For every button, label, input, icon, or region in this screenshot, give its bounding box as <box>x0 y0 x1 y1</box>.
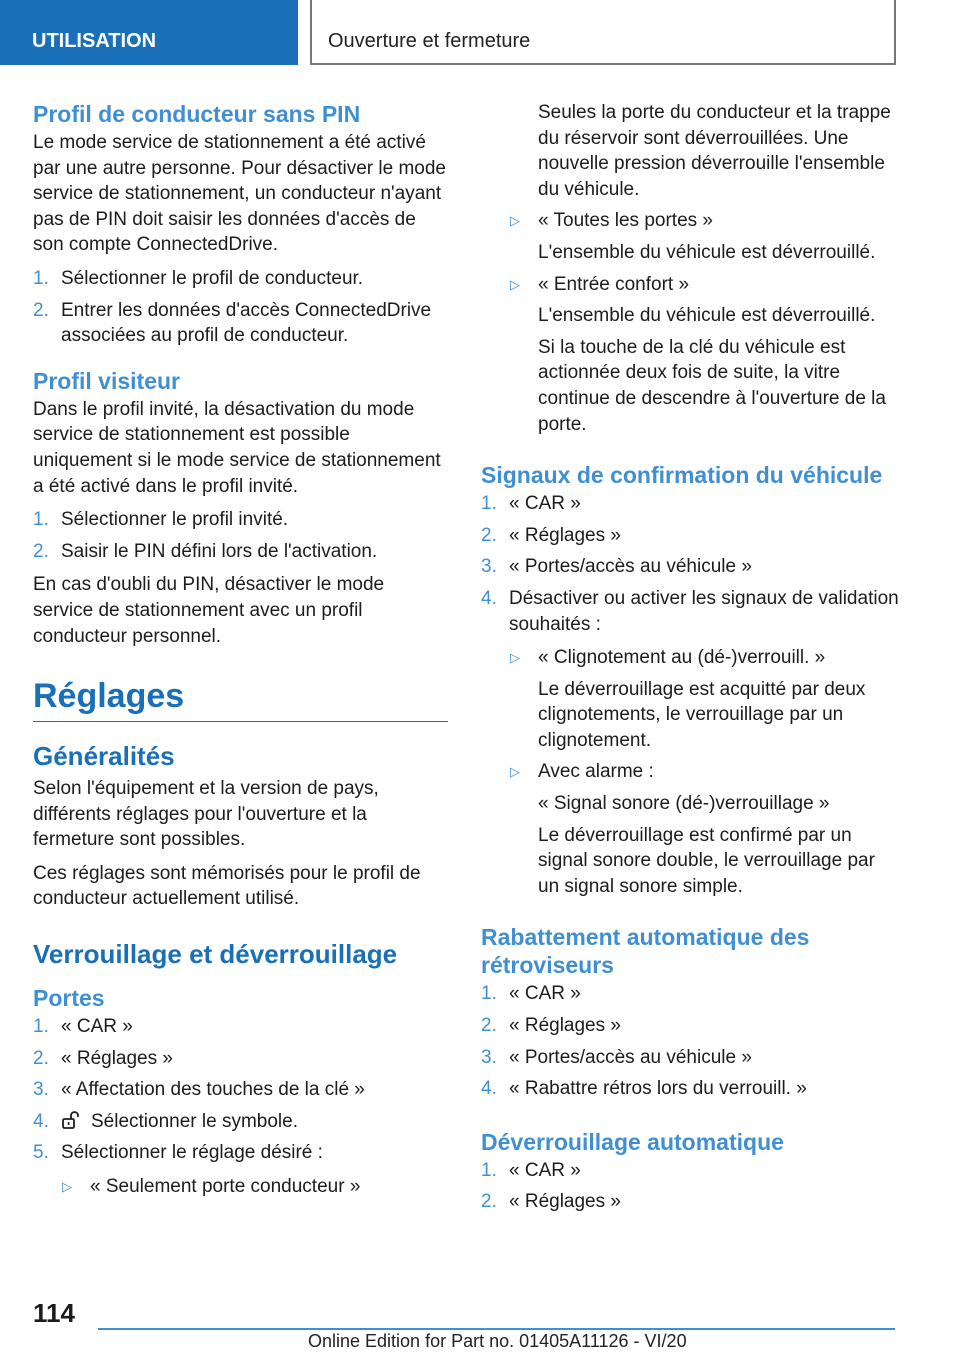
step-number: 2. <box>33 299 49 321</box>
step-number: 5. <box>33 1142 49 1164</box>
right-column <box>481 100 899 1223</box>
step-text: « CAR » <box>509 983 581 1005</box>
option-text: « Entrée confort » <box>538 273 690 295</box>
step-number: 2. <box>33 540 49 562</box>
paragraph: Ces réglages sont mémorisés pour le profil de conducteur actuellement utilisé. <box>33 862 421 910</box>
step-number: 1. <box>33 509 49 531</box>
step-text: « Affectation des touches de la clé » <box>61 1079 365 1101</box>
heading-generalites: Généralités <box>33 741 175 772</box>
list-item <box>33 539 448 565</box>
option-list <box>33 1174 448 1200</box>
list-item <box>33 298 448 349</box>
heading-verrouillage: Verrouillage et déverrouillage <box>33 939 398 970</box>
option-text: « Toutes les portes » <box>538 210 713 232</box>
step-number: 1. <box>481 983 497 1005</box>
step-number: 4. <box>481 587 497 609</box>
option-list <box>481 272 899 298</box>
chapter-title: Ouverture et fermeture <box>310 0 896 65</box>
triangle-bullet-icon: ▷ <box>510 213 520 229</box>
list-item <box>481 981 899 1007</box>
edition-note: Online Edition for Part no. 01405A11126 - VI/20 <box>308 1331 687 1351</box>
steps-list <box>33 266 448 349</box>
list-item <box>33 1077 448 1103</box>
paragraph: L'ensemble du véhicule est déverrouillé. <box>538 305 876 327</box>
unlock-icon <box>61 1110 81 1130</box>
list-item <box>481 523 899 549</box>
list-item <box>481 491 899 517</box>
step-number: 1. <box>33 1016 49 1038</box>
paragraph: Le mode service de stationnement a été activé par une autre personne. Pour désactiver le mode service de stationnement, un conducteur n'ayant pas de PIN doit saisir les données d'accès de son compte ConnectedDrive. <box>33 132 446 256</box>
step-number: 1. <box>481 493 497 515</box>
step-number: 2. <box>481 1191 497 1213</box>
step-text: Entrer les données d'accès ConnectedDrive associées au profil de conducteur. <box>61 299 432 347</box>
list-item <box>33 1046 448 1072</box>
step-text: Saisir le PIN défini lors de l'activation. <box>61 540 378 562</box>
paragraph: Si la touche de la clé du véhicule est actionnée deux fois de suite, la vitre continue de descendre à l'ouverture de la porte. <box>538 336 886 435</box>
heading-portes: Portes <box>33 985 105 1012</box>
option-list <box>481 645 899 671</box>
list-item <box>33 507 448 533</box>
list-item <box>481 272 899 298</box>
list-item <box>33 1140 448 1166</box>
paragraph: Dans le profil invité, la désactivation du mode service de stationnement est possible uniquement si le mode service de stationnement a été activé dans le profil invité. <box>33 398 441 497</box>
triangle-bullet-icon: ▷ <box>510 276 520 292</box>
steps-list <box>481 981 899 1101</box>
option-list <box>481 759 899 785</box>
steps-list <box>33 507 448 564</box>
paragraph: En cas d'oubli du PIN, désactiver le mode service de stationnement avec un profil conducteur personnel. <box>33 574 385 647</box>
heading-profil-visiteur: Profil visiteur <box>33 367 180 394</box>
steps-list <box>481 491 899 637</box>
paragraph: « Signal sonore (dé-)verrouillage » <box>538 793 830 815</box>
heading-profil-sans-pin: Profil de conducteur sans PIN <box>33 101 361 127</box>
triangle-bullet-icon: ▷ <box>62 1179 72 1195</box>
option-list <box>481 208 899 234</box>
step-text: Sélectionner le symbole. <box>91 1110 298 1132</box>
list-item <box>481 554 899 580</box>
step-text: « Réglages » <box>509 524 621 546</box>
list-item <box>481 1013 899 1039</box>
heading-reglages: Réglages <box>33 675 448 722</box>
paragraph: L'ensemble du véhicule est déverrouillé. <box>538 241 876 263</box>
paragraph: Seules la porte du conducteur et la trappe du réservoir sont déverrouillées. Une nouvelle pression déverrouille l'ensemble du véhicule. <box>538 102 891 200</box>
step-text: « Réglages » <box>509 1191 621 1213</box>
step-text: « Portes/accès au véhicule » <box>509 556 752 578</box>
paragraph: Selon l'équipement et la version de pays, différents réglages pour l'ouverture et la fermeture sont possibles. <box>33 778 379 851</box>
list-item <box>33 266 448 292</box>
step-text: Sélectionner le profil invité. <box>61 509 289 531</box>
heading-rabattement: Rabattement automatique des rétroviseurs <box>481 924 810 979</box>
step-text: « CAR » <box>509 1159 581 1181</box>
step-number: 1. <box>33 267 49 289</box>
triangle-bullet-icon: ▷ <box>510 650 520 666</box>
step-number: 3. <box>481 1046 497 1068</box>
step-number: 1. <box>481 1159 497 1181</box>
paragraph: Le déverrouillage est confirmé par un signal sonore double, le verrouillage par un signal sonore simple. <box>538 824 875 897</box>
step-text: « Réglages » <box>509 1015 621 1037</box>
list-item <box>481 1076 899 1102</box>
option-text: « Seulement porte conducteur » <box>90 1176 361 1198</box>
step-number: 2. <box>33 1047 49 1069</box>
step-text: Sélectionner le réglage désiré : <box>61 1142 323 1164</box>
step-text: Sélectionner le profil de conducteur. <box>61 267 364 289</box>
page-number: 114 <box>33 1298 75 1328</box>
option-text: « Clignotement au (dé-)verrouill. » <box>538 647 826 669</box>
step-number: 3. <box>33 1079 49 1101</box>
step-number: 4. <box>481 1078 497 1100</box>
section-tab: UTILISATION <box>0 0 298 65</box>
list-item <box>481 586 899 637</box>
steps-list <box>33 1014 448 1166</box>
footer-divider <box>98 1328 895 1330</box>
list-item <box>33 1109 448 1135</box>
step-number: 3. <box>481 556 497 578</box>
step-number: 4. <box>33 1110 49 1132</box>
list-item <box>481 1158 899 1184</box>
list-item <box>33 1014 448 1040</box>
heading-signaux: Signaux de confirmation du véhicule <box>481 462 883 489</box>
step-text: « Rabattre rétros lors du verrouill. » <box>509 1078 807 1100</box>
step-text: « CAR » <box>61 1016 133 1038</box>
step-number: 2. <box>481 1015 497 1037</box>
list-item <box>481 759 899 785</box>
step-text: « CAR » <box>509 493 581 515</box>
list-item <box>33 1174 448 1200</box>
steps-list <box>481 1158 899 1215</box>
left-column <box>33 100 448 1206</box>
heading-deverrouillage-auto: Déverrouillage automatique <box>481 1128 784 1155</box>
triangle-bullet-icon: ▷ <box>510 764 520 780</box>
step-text: « Portes/accès au véhicule » <box>509 1046 752 1068</box>
paragraph: Le déverrouillage est acquitté par deux clignotements, le verrouillage par un clignotement. <box>538 678 866 751</box>
step-number: 2. <box>481 524 497 546</box>
list-item <box>481 208 899 234</box>
list-item <box>481 645 899 671</box>
list-item <box>481 1189 899 1215</box>
step-text: Désactiver ou activer les signaux de validation souhaités : <box>509 587 899 635</box>
step-text: « Réglages » <box>61 1047 173 1069</box>
list-item <box>481 1045 899 1071</box>
option-text: Avec alarme : <box>538 761 654 783</box>
